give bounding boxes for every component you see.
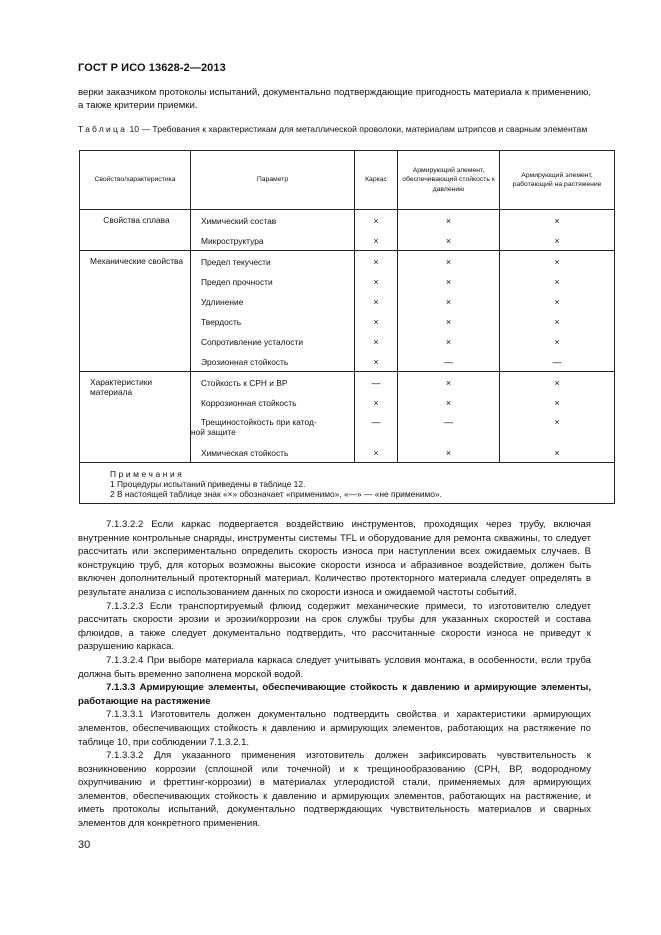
- paragraph: 7.1.3.2.4 При выборе материала каркаса следует учитывать условия монтажа, в особенности, если труба должна быть временно заполнена морской водой.: [78, 654, 591, 680]
- header-parameter: Параметр: [191, 151, 355, 210]
- note-item: 2 В настоящей таблице знак «×» обозначает «применимо», «—» — «не применимо».: [110, 489, 442, 499]
- mark: ×: [554, 277, 560, 287]
- param-label: Коррозионная стойкость: [201, 398, 297, 408]
- group-name: Характеристики материала: [80, 372, 191, 463]
- table-notes-row: [80, 463, 615, 504]
- param-label: Химическая стойкость: [201, 448, 289, 458]
- param-cell: [191, 372, 355, 463]
- mark: —: [371, 378, 381, 388]
- mark: ×: [554, 448, 560, 458]
- mark: ×: [445, 236, 452, 246]
- param-label: Химический состав: [201, 216, 277, 226]
- mark: ×: [373, 337, 379, 347]
- param-label: Твердость: [201, 317, 242, 327]
- header-carcass: Каркас: [355, 151, 398, 210]
- mark: ×: [373, 216, 379, 226]
- paragraph: 7.1.3.2.2 Если каркас подвергается воздействию инструментов, проходящих через трубу, включая внутренние контрольные снаряды, инструменты системы TFL и оборудование для ремонта скважины, то следует рассчитать или экспериментально определить скорость износа при наступлении всех ожидаемых случаев. В конструкцию труб, для которых возможны высокие скорости износа и абразивное воздействие, должен быть включен дополнительный протекторный материал. Количество протекторного материала следует определять в результате анализа с использованием данных по скорости износа и ожидаемой частоты событий.: [78, 519, 591, 598]
- param-label: Предел прочности: [201, 277, 273, 287]
- table-caption-text: 10 — Требования к характеристикам для металлической проволоки, материалам штрипсов и сварным элементам: [127, 124, 588, 134]
- table-group-material: [80, 372, 615, 463]
- table-header-row: [80, 151, 615, 210]
- mark: ×: [373, 277, 379, 287]
- header-property: Свойство/характеристика: [80, 151, 191, 210]
- mark: ×: [445, 337, 452, 347]
- param-cell: [191, 210, 355, 251]
- table-caption-label: Таблица: [78, 124, 128, 134]
- document-header: ГОСТ Р ИСО 13628-2—2013: [78, 62, 226, 74]
- section-heading: 7.1.3.3 Армирующие элементы, обеспечивающие стойкость к давлению и армирующие элементы, работающие на растяжение: [78, 682, 591, 707]
- intro-paragraph: верки заказчиком протоколы испытаний, документально подтверждающие пригодность материала к применению, а также критерии приемки.: [78, 87, 591, 111]
- note-item: 1 Процедуры испытаний приведены в таблице 12.: [110, 479, 306, 489]
- carcass-cell: [355, 372, 398, 463]
- header-pressure-armour: Армирующий элемент, обеспечивающий стойкость к давлению: [398, 151, 500, 210]
- mark: ×: [445, 378, 452, 388]
- mark: ×: [554, 337, 560, 347]
- tensile-cell: [500, 210, 615, 251]
- paragraph: 7.1.3.3.1 Изготовитель должен документально подтвердить свойства и характеристики армирующих элементов, обеспечивающих стойкость к давлению и армирующих элементов, работающих на растяжение по таблице 10, при соблюдении 7.1.3.2.1.: [78, 709, 591, 748]
- mark: ×: [445, 257, 452, 267]
- param-label: Удлинение: [201, 297, 244, 307]
- mark: ×: [445, 398, 452, 408]
- paragraph: 7.1.3.3.2 Для указанного применения изготовитель должен зафиксировать чувствительность к возникновению коррозии (сплошной или точечной) и к трещинообразованию (СРН, ВР, водородному охрупчиванию и фреттинг-коррозии) в материалах углеродистой стали, применяемых для армирующих элементов, обеспечивающих стойкость к давлению и армирующих элементов, работающих на растяжение, и иметь протоколы испытаний, документально подтверждающих чувствительность материалов и сварных элементов для конкретного применения.: [78, 750, 591, 830]
- mark: ×: [554, 378, 560, 388]
- mark: ×: [373, 398, 379, 408]
- mark: ×: [445, 448, 452, 458]
- group-name: Свойства сплава: [80, 210, 191, 251]
- param-label-line1: Трещиностойкость при катод-: [201, 417, 317, 427]
- carcass-cell: [355, 251, 398, 372]
- mark: ×: [373, 297, 379, 307]
- mark: ×: [554, 216, 560, 226]
- mark: ×: [554, 236, 560, 246]
- pressure-cell: [398, 210, 500, 251]
- mark: ×: [554, 317, 560, 327]
- paragraph: 7.1.3.2.3 Если транспортируемый флюид содержит механические примеси, то изготовителю следует рассчитать скорости эрозии и эрозии/коррозии на срок службы трубы для указанных скоростей и состава флюидов, а также следует документально подтвердить, что рассчитанные скорости износа не приведут к разрушению каркаса.: [78, 600, 591, 653]
- mark: ×: [554, 398, 560, 408]
- param-cell: [191, 251, 355, 372]
- mark: —: [444, 357, 453, 367]
- param-label-line2: ной защите: [191, 427, 236, 437]
- param-label: Стойкость к СРН и ВР: [201, 378, 288, 388]
- table-group-alloy: [80, 210, 615, 251]
- mark: ×: [554, 417, 560, 427]
- param-label: Сопротивление усталости: [201, 337, 303, 347]
- mark: ×: [554, 257, 560, 267]
- mark: ×: [373, 236, 379, 246]
- mark: —: [552, 357, 562, 367]
- page-number: 30: [78, 839, 91, 851]
- header-tensile-armour: Армирующий элемент, работающий на растяжение: [500, 151, 615, 210]
- mark: ×: [373, 357, 379, 367]
- mark: ×: [554, 297, 560, 307]
- mark: ×: [445, 297, 452, 307]
- mark: —: [444, 417, 453, 427]
- mark: ×: [445, 277, 452, 287]
- notes-title: Примечания: [110, 469, 185, 479]
- mark: —: [371, 417, 381, 427]
- table-caption: [78, 124, 591, 135]
- body-text: [78, 518, 591, 831]
- mark: ×: [373, 257, 379, 267]
- carcass-cell: [355, 210, 398, 251]
- param-label: Предел текучести: [201, 257, 271, 267]
- table-notes: [80, 463, 615, 504]
- pressure-cell: [398, 372, 500, 463]
- mark: ×: [373, 448, 379, 458]
- param-label: Эрозионная стойкость: [201, 357, 289, 367]
- param-label: Микроструктура: [201, 236, 264, 246]
- table-group-mechanical: [80, 251, 615, 372]
- tensile-cell: [500, 372, 615, 463]
- requirements-table: [79, 150, 615, 504]
- mark: ×: [373, 317, 379, 327]
- group-name: Механические свойства: [80, 251, 191, 372]
- pressure-cell: [398, 251, 500, 372]
- mark: ×: [445, 317, 452, 327]
- param-label-multiline: [191, 412, 354, 442]
- mark: ×: [445, 216, 452, 226]
- tensile-cell: [500, 251, 615, 372]
